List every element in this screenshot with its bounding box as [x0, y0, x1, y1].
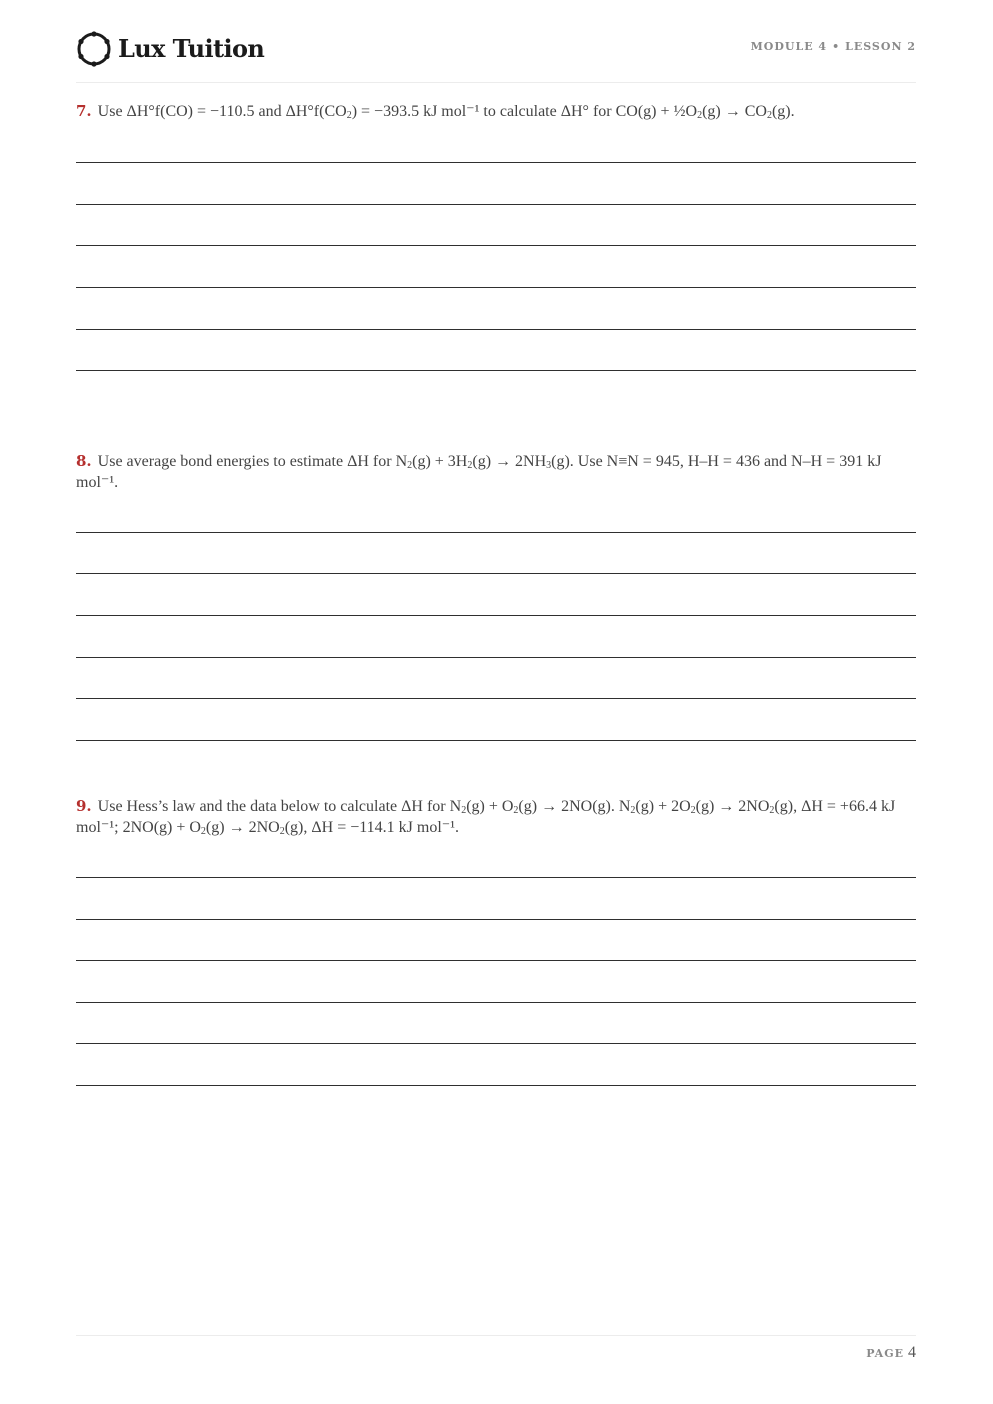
text-segment: (g) + 2O [635, 798, 691, 815]
subscript: 2 [346, 110, 352, 121]
text-segment: (g) → 2NO [205, 819, 280, 836]
brand-logo [76, 28, 264, 70]
subscript: 2 [461, 805, 467, 816]
text-segment: (g) → 2NH [472, 453, 547, 470]
answer-line[interactable] [76, 162, 916, 163]
module-label: MODULE 4 [750, 40, 828, 53]
question-7 [76, 101, 916, 122]
page-header [76, 28, 916, 83]
answer-line[interactable] [76, 532, 916, 533]
subscript: 2 [407, 460, 413, 471]
answer-line[interactable] [76, 1002, 916, 1003]
separator-dot: • [832, 40, 841, 53]
page-label: PAGE [866, 1347, 904, 1360]
text-segment: (g) → 2NO(g). N [518, 798, 631, 815]
question-text [76, 101, 916, 122]
subscript: 2 [513, 805, 519, 816]
question-text [76, 796, 916, 838]
answer-line[interactable] [76, 740, 916, 741]
question-number: 9. [76, 797, 92, 815]
question-body [98, 103, 795, 120]
text-segment: (g) → CO [702, 103, 767, 120]
text-segment: (g) + 3H [412, 453, 468, 470]
question-9 [76, 796, 916, 838]
subscript: 3 [546, 460, 552, 471]
text-segment: (g). Use N≡N = 945, H–H = 436 and N–H = 391 kJ mol⁻¹. [76, 453, 882, 491]
footer-divider [76, 1335, 916, 1336]
text-segment: ) = −393.5 kJ mol⁻¹ to calculate ΔH° for CO(g) + ½O [351, 103, 698, 120]
question-body [76, 798, 895, 836]
answer-line[interactable] [76, 919, 916, 920]
text-segment: (g) + O [466, 798, 514, 815]
subscript: 2 [467, 460, 473, 471]
answer-line[interactable] [76, 204, 916, 205]
answer-line[interactable] [76, 877, 916, 878]
question-body [76, 453, 881, 491]
answer-line[interactable] [76, 287, 916, 288]
answer-line[interactable] [76, 615, 916, 616]
answer-line[interactable] [76, 329, 916, 330]
subscript: 2 [766, 110, 772, 121]
question-8 [76, 451, 916, 493]
answer-line[interactable] [76, 960, 916, 961]
answer-line[interactable] [76, 1043, 916, 1044]
subscript: 2 [697, 110, 703, 121]
answer-line[interactable] [76, 657, 916, 658]
question-text [76, 451, 916, 493]
subscript: 2 [630, 805, 636, 816]
text-segment: Use average bond energies to estimate ΔH for N [97, 453, 408, 470]
brand-name: Lux Tuition [118, 34, 265, 63]
answer-line[interactable] [76, 1085, 916, 1086]
text-segment: (g). [771, 103, 795, 120]
text-segment: (g), ΔH = −114.1 kJ mol⁻¹. [284, 819, 459, 836]
answer-line[interactable] [76, 245, 916, 246]
page-number: 4 [908, 1344, 916, 1361]
question-number: 8. [76, 452, 92, 470]
answer-line[interactable] [76, 698, 916, 699]
subscript: 2 [769, 805, 775, 816]
subscript: 2 [690, 805, 696, 816]
answer-line[interactable] [76, 370, 916, 371]
question-number: 7. [76, 102, 92, 120]
text-segment: Use Hess’s law and the data below to calculate ΔH for N [97, 798, 462, 815]
lesson-label: LESSON 2 [845, 40, 916, 53]
text-segment: (g) → 2NO [695, 798, 770, 815]
answer-line[interactable] [76, 573, 916, 574]
page-footer [866, 1344, 916, 1362]
module-lesson-label [751, 40, 916, 53]
subscript: 2 [200, 826, 206, 837]
logo-ring-icon [76, 28, 112, 70]
text-segment: (g), ΔH = +66.4 kJ mol⁻¹; 2NO(g) + O [76, 798, 896, 836]
text-segment: Use ΔH°f(CO) = −110.5 and ΔH°f(CO [97, 103, 347, 120]
subscript: 2 [279, 826, 285, 837]
